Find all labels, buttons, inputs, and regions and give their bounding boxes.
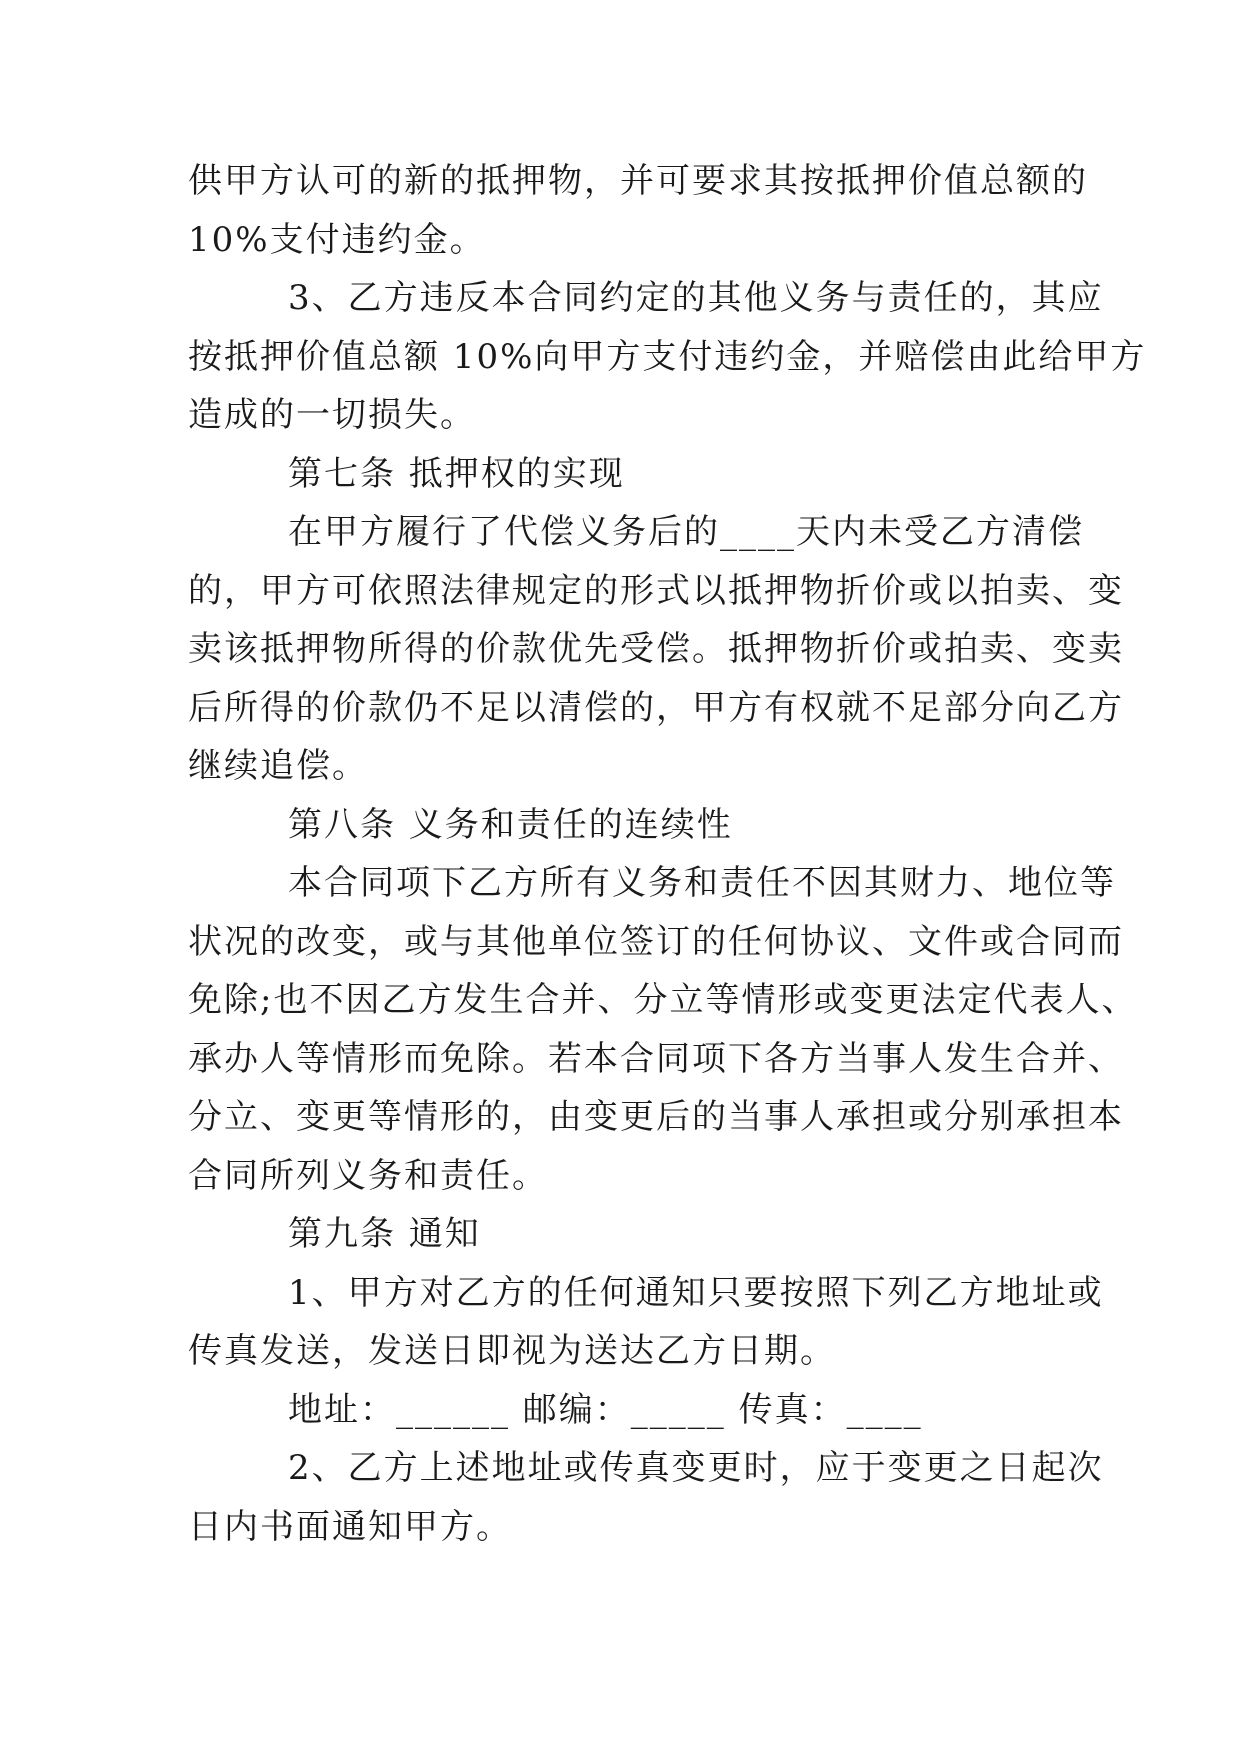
section-heading: 第七条 抵押权的实现 [288,453,625,494]
section-heading: 第八条 义务和责任的连续性 [288,804,733,845]
section-heading: 第九条 通知 [288,1214,481,1254]
text-line: 继续追偿。 [188,746,368,786]
text-line: 的，甲方可依照法律规定的形式以抵押物折价或以拍卖、变 [188,570,1124,611]
text-line: 本合同项下乙方所有义务和责任不因其财力、地位等 [288,863,1116,903]
text-line: 10%支付违约金。 [188,219,486,260]
contact-fields-line: 地址：______ 邮编：_____ 传真：____ [288,1389,923,1430]
text-line: 承办人等情形而免除。若本合同项下各方当事人发生合并、 [188,1038,1124,1079]
text-line: 日内书面通知甲方。 [188,1506,512,1547]
text-line: 状况的改变，或与其他单位签订的任何协议、文件或合同而 [188,921,1124,962]
document-page [188,152,1147,1556]
text-line: 按抵押价值总额 10%向甲方支付违约金，并赔偿由此给甲方 [188,336,1147,377]
text-line: 卖该抵押物所得的价款优先受偿。抵押物折价或拍卖、变卖 [188,629,1124,669]
text-line: 合同所列义务和责任。 [188,1155,548,1196]
text-line: 造成的一切损失。 [188,395,476,435]
text-line: 在甲方履行了代偿义务后的____天内未受乙方清偿 [288,512,1084,552]
text-line: 传真发送，发送日即视为送达乙方日期。 [188,1331,836,1371]
text-line: 1、甲方对乙方的任何通知只要按照下列乙方地址或 [288,1272,1104,1313]
text-line: 2、乙方上述地址或传真变更时，应于变更之日起次 [288,1448,1104,1488]
text-line: 分立、变更等情形的，由变更后的当事人承担或分别承担本 [188,1097,1124,1137]
text-line: 3、乙方违反本合同约定的其他义务与责任的，其应 [288,278,1104,318]
text-line: 后所得的价款仍不足以清偿的，甲方有权就不足部分向乙方 [188,687,1124,728]
text-line: 免除;也不因乙方发生合并、分立等情形或变更法定代表人、 [188,980,1138,1020]
text-line: 供甲方认可的新的抵押物，并可要求其按抵押价值总额的 [188,161,1088,201]
